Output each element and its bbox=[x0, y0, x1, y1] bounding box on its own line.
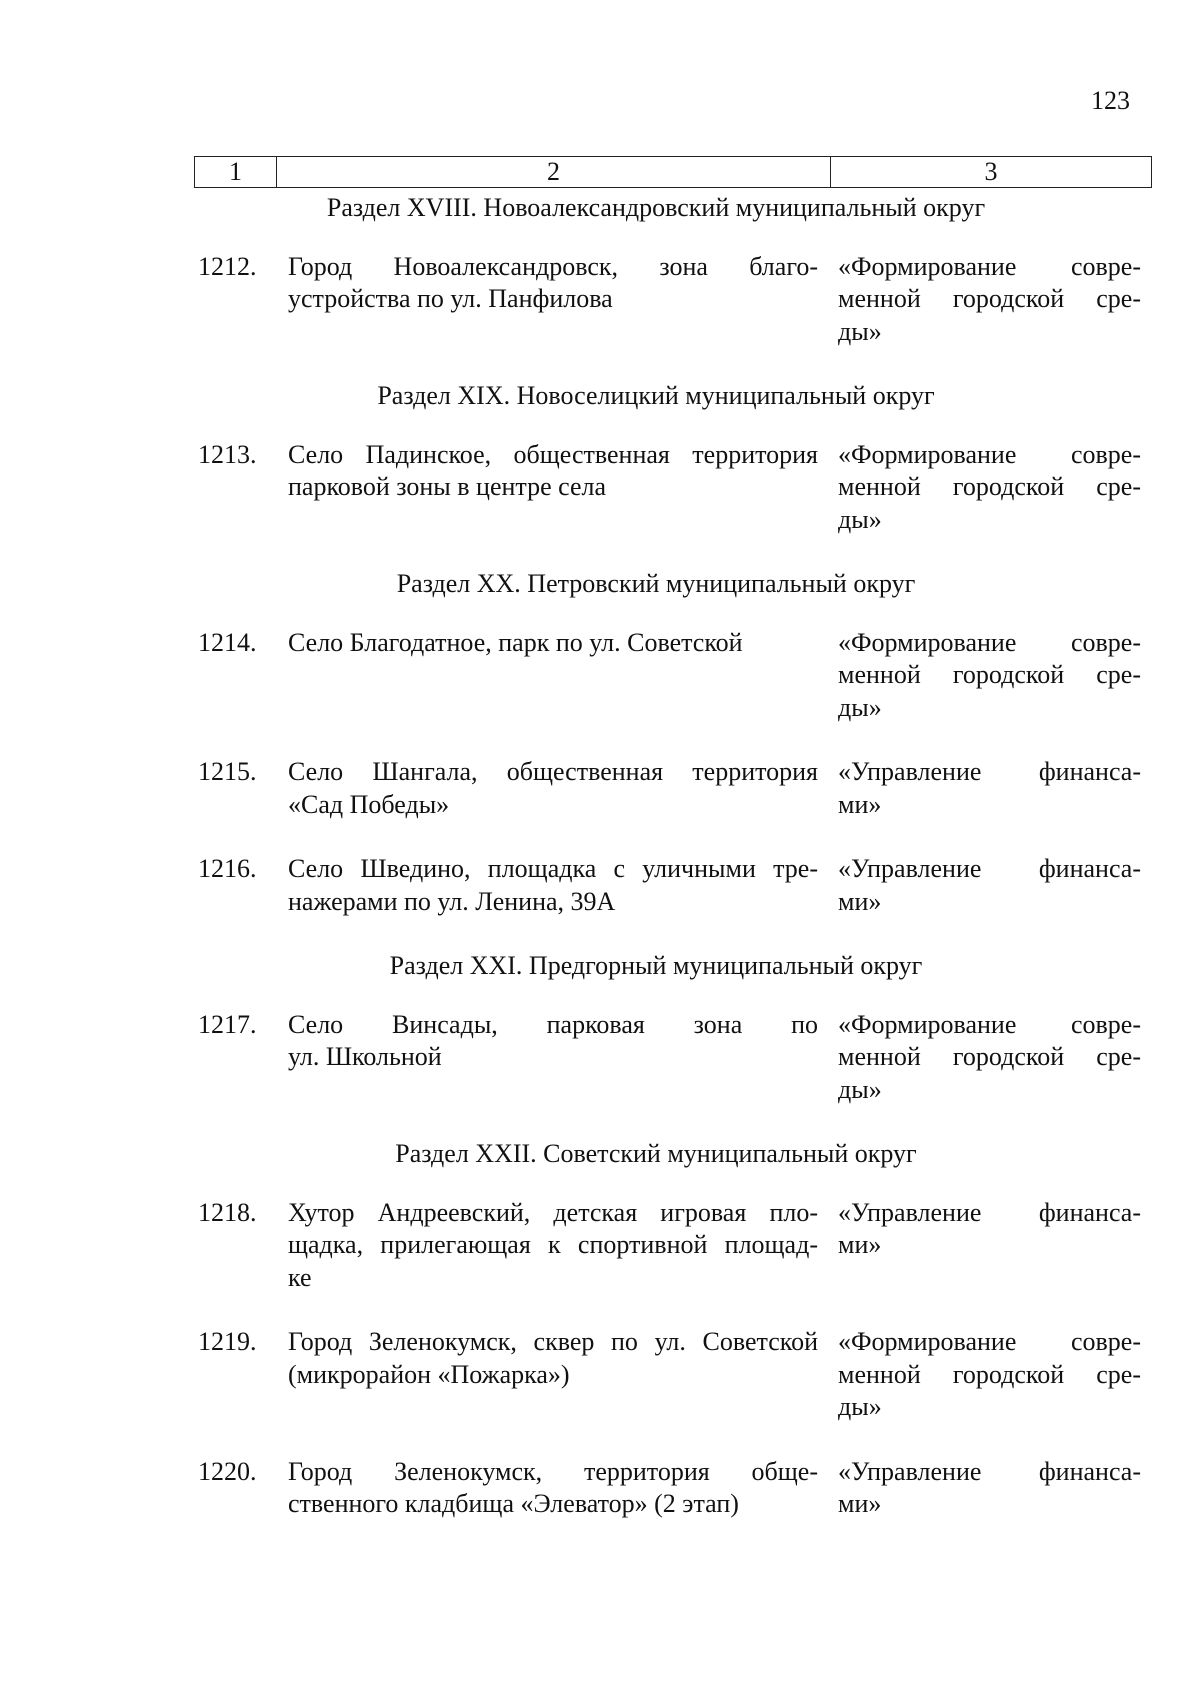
spacer bbox=[0, 225, 1200, 251]
spacer bbox=[0, 1171, 1200, 1197]
program-name-line: «Формирование совре- bbox=[838, 1009, 1141, 1039]
spacer bbox=[0, 536, 1200, 568]
program-name-line: ми» bbox=[838, 789, 882, 819]
object-name bbox=[288, 853, 836, 918]
spacer bbox=[0, 1106, 1200, 1138]
object-name-line: Город Зеленокумск, сквер по ул. Советской bbox=[288, 1327, 818, 1356]
program-name bbox=[838, 251, 1141, 349]
document-body bbox=[0, 192, 1200, 1553]
table-row bbox=[0, 1197, 1200, 1295]
program-name-line: «Формирование совре- bbox=[838, 251, 1141, 281]
section-title: Раздел XX. Петровский муниципальный округ bbox=[396, 569, 916, 598]
table-row bbox=[0, 756, 1200, 821]
spacer bbox=[0, 983, 1200, 1009]
object-name-line: Село Падинское, общественная территория bbox=[288, 439, 818, 469]
object-name-line: (микрорайон «Пожарка») bbox=[288, 1359, 570, 1389]
row-number: 1216. bbox=[198, 854, 257, 883]
program-name bbox=[838, 1197, 1141, 1295]
section-title: Раздел XXI. Предгорный муниципальный округ bbox=[389, 951, 923, 980]
object-name-line: щадка, прилегающая к спортивной площад- bbox=[288, 1230, 818, 1259]
object-name-line: Село Шангала, общественная территория bbox=[288, 757, 818, 786]
column-header-2: 2 bbox=[277, 157, 831, 187]
section-title: Раздел XVIII. Новоалександровский муниципальный округ bbox=[326, 193, 986, 222]
section-title: Раздел XIX. Новоселицкий муниципальный округ bbox=[377, 381, 935, 410]
program-name bbox=[838, 627, 1141, 725]
spacer bbox=[0, 1521, 1200, 1553]
row-number: 1213. bbox=[198, 439, 257, 469]
spacer bbox=[0, 918, 1200, 950]
program-name bbox=[838, 853, 1141, 918]
table-row bbox=[0, 627, 1200, 725]
spacer bbox=[0, 724, 1200, 756]
spacer bbox=[0, 1424, 1200, 1456]
program-name bbox=[838, 1009, 1141, 1107]
object-name bbox=[288, 756, 836, 821]
table-row bbox=[0, 1009, 1200, 1107]
table-row bbox=[0, 1456, 1200, 1521]
program-name-line: ми» bbox=[838, 886, 882, 916]
program-name-line: менной городской сре- bbox=[838, 660, 1141, 689]
program-name-line: ды» bbox=[838, 692, 882, 722]
row-number: 1212. bbox=[198, 251, 257, 281]
object-name-line: парковой зоны в центре села bbox=[288, 472, 607, 501]
program-name-line: менной городской сре- bbox=[838, 472, 1141, 501]
page-number: 123 bbox=[1091, 86, 1130, 115]
program-name-line: «Управление финанса- bbox=[838, 1197, 1141, 1227]
row-number: 1220. bbox=[198, 1456, 257, 1486]
object-name bbox=[288, 1009, 836, 1107]
object-name-line: Хутор Андреевский, детская игровая пло- bbox=[288, 1197, 818, 1227]
table-row bbox=[0, 439, 1200, 537]
column-header-row bbox=[194, 156, 1152, 188]
program-name-line: менной городской сре- bbox=[838, 1042, 1141, 1071]
object-name-line: Село Шведино, площадка с уличными тре- bbox=[288, 854, 818, 883]
program-name-line: менной городской сре- bbox=[838, 1359, 1141, 1389]
spacer bbox=[0, 413, 1200, 439]
object-name-line: нажерами по ул. Ленина, 39А bbox=[288, 886, 616, 916]
program-name-line: «Управление финанса- bbox=[838, 1456, 1141, 1486]
object-name bbox=[288, 1326, 836, 1424]
object-name-line: ул. Школьной bbox=[288, 1042, 442, 1071]
table-row bbox=[0, 251, 1200, 349]
spacer bbox=[0, 821, 1200, 853]
object-name-line: Город Новоалександровск, зона благо- bbox=[288, 251, 818, 281]
spacer bbox=[0, 601, 1200, 627]
program-name-line: менной городской сре- bbox=[838, 284, 1141, 313]
object-name-line: Село Благодатное, парк по ул. Советской bbox=[288, 627, 743, 657]
row-number: 1214. bbox=[198, 627, 257, 657]
object-name bbox=[288, 1197, 836, 1295]
program-name-line: ды» bbox=[838, 1392, 882, 1421]
object-name-line: ке bbox=[288, 1262, 312, 1292]
program-name-line: «Формирование совре- bbox=[838, 1327, 1141, 1356]
table-row bbox=[0, 1326, 1200, 1424]
program-name-line: «Формирование совре- bbox=[838, 627, 1141, 657]
object-name-line: «Сад Победы» bbox=[288, 789, 450, 819]
row-number: 1215. bbox=[198, 757, 257, 786]
program-name bbox=[838, 1326, 1141, 1424]
program-name-line: ми» bbox=[838, 1489, 882, 1518]
object-name bbox=[288, 251, 836, 349]
column-header-3: 3 bbox=[984, 157, 998, 186]
row-number: 1219. bbox=[198, 1327, 257, 1356]
row-number: 1217. bbox=[198, 1009, 257, 1039]
object-name-line: Село Винсады, парковая зона по bbox=[288, 1009, 818, 1039]
program-name-line: ды» bbox=[838, 1074, 882, 1104]
object-name bbox=[288, 627, 836, 725]
object-name-line: устройства по ул. Панфилова bbox=[288, 284, 613, 313]
object-name-line: ственного кладбища «Элеватор» (2 этап) bbox=[288, 1489, 739, 1518]
row-number: 1218. bbox=[198, 1197, 257, 1227]
program-name-line: «Формирование совре- bbox=[838, 439, 1141, 469]
program-name-line: «Управление финанса- bbox=[838, 854, 1141, 883]
column-header-1: 1 bbox=[195, 157, 277, 187]
object-name bbox=[288, 439, 836, 537]
spacer bbox=[0, 348, 1200, 380]
table-row bbox=[0, 853, 1200, 918]
section-title: Раздел XXII. Советский муниципальный округ bbox=[395, 1139, 917, 1168]
program-name-line: ды» bbox=[838, 504, 882, 534]
program-name bbox=[838, 439, 1141, 537]
program-name-line: ды» bbox=[838, 316, 882, 346]
program-name bbox=[838, 756, 1141, 821]
spacer bbox=[0, 1294, 1200, 1326]
program-name-line: «Управление финанса- bbox=[838, 757, 1141, 786]
program-name bbox=[838, 1456, 1141, 1521]
object-name bbox=[288, 1456, 836, 1521]
object-name-line: Город Зеленокумск, территория обще- bbox=[288, 1456, 818, 1486]
program-name-line: ми» bbox=[838, 1230, 882, 1259]
